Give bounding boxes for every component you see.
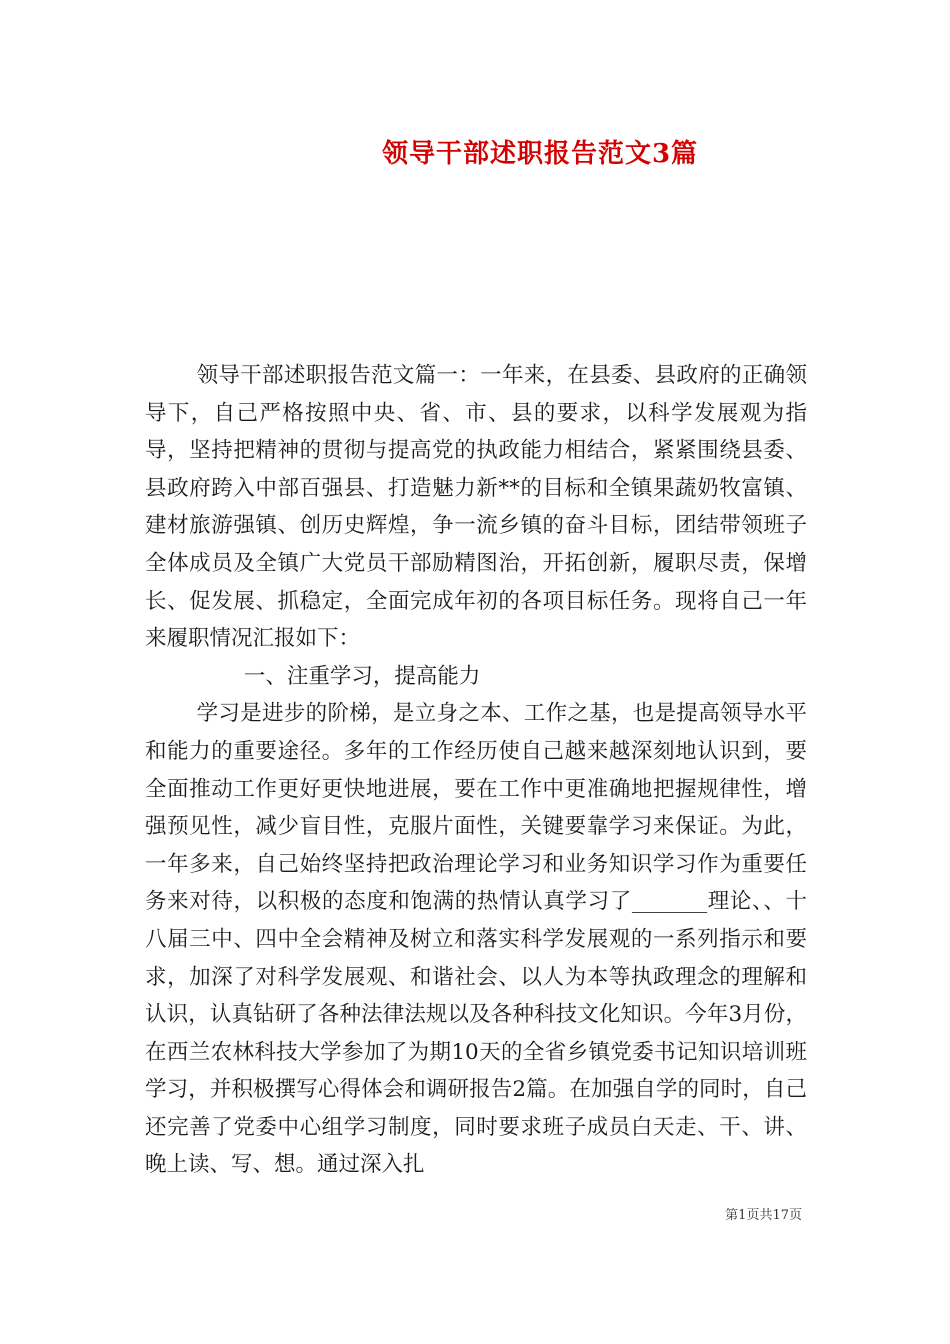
section-heading: 一、注重学习，提高能力	[243, 663, 481, 689]
document-body	[145, 357, 807, 1184]
document-title: 领导干部述职报告范文3篇	[381, 139, 699, 169]
paragraph: 学习是进步的阶梯，是立身之本、工作之基，也是提高领导水平和能力的重要途径。多年的工作经历使自己越来越深刻地认识到，要全面推动工作更好更快地进展，要在工作中更准确地把握规律性，增强预见性，减少盲目性，克服片面性，关键要靠学习来保证。为此，一年多来，自己始终坚持把政治理论学习和业务知识学习作为重要任务来对待，以积极的态度和饱满的热情认真学习了_______理论、、十八届三中、四中全会精神及树立和落实科学发展观的一系列指示和要求，加深了对科学发展观、和谐社会、以人为本等执政理念的理解和认识，认真钻研了各种法律法规以及各种科技文化知识。今年3月份，在西兰农林科技大学参加了为期10天的全省乡镇党委书记知识培训班学习，并积极撰写心得体会和调研报告2篇。在加强自学的同时，自己还完善了党委中心组学习制度，同时要求班子成员白天走、干、讲、晚上读、写、想。通过深入扎	[145, 701, 807, 1178]
paragraph: 领导干部述职报告范文篇一：一年来，在县委、县政府的正确领导下，自己严格按照中央、省、市、县的要求，以科学发展观为指导，坚持把精神的贯彻与提高党的执政能力相结合，紧紧围绕县委、县政府跨入中部百强县、打造魅力新**的目标和全镇果蔬奶牧富镇、建材旅游强镇、创历史辉煌，争一流乡镇的奋斗目标，团结带领班子全体成员及全镇广大党员干部励精图治，开拓创新，履职尽责，保增长、促发展、抓稳定，全面完成年初的各项目标任务。现将自己一年来履职情况汇报如下：	[145, 363, 807, 652]
page-number-footer: 第1页共17页	[725, 1208, 802, 1223]
